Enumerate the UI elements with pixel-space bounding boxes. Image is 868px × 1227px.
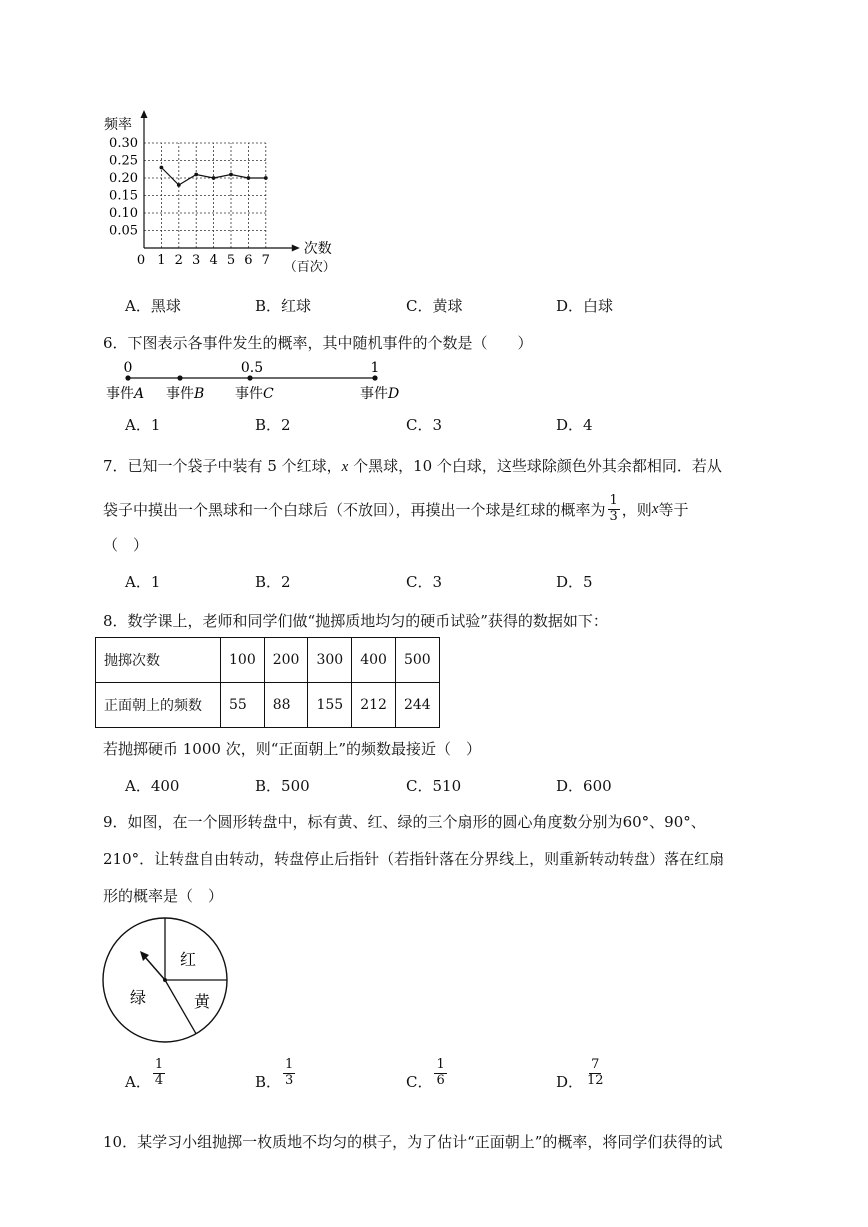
y-tick-label: 0.05	[109, 223, 138, 239]
table-cell: 212	[352, 683, 396, 728]
frequency-line-chart	[95, 108, 355, 278]
q5-option-c[interactable]: C．黄球	[406, 297, 463, 315]
q6-question-text: 6．下图表示各事件发生的概率，其中随机事件的个数是（ ）	[103, 334, 533, 352]
variable-x: x	[341, 459, 349, 475]
svg-text:事件B	[166, 385, 204, 402]
chart-grid	[144, 143, 266, 248]
x-tick-label: 6	[244, 253, 253, 268]
event-c-letter: C	[263, 386, 274, 402]
y-axis-label: 频率	[104, 117, 132, 133]
q8-option-c[interactable]: C．510	[406, 777, 462, 795]
x-axis-arrow-icon	[292, 245, 300, 252]
y-tick-label: 0.20	[109, 171, 138, 186]
x-tick-label: 1	[157, 253, 166, 268]
q5-option-b[interactable]: B．红球	[255, 297, 312, 315]
q6-option-c[interactable]: C．3	[406, 416, 443, 434]
table-cell: 抛掷次数	[96, 638, 221, 683]
fraction-one-third: $\frac{1}{3}$	[609, 492, 618, 524]
chart-labels	[104, 117, 336, 275]
scale-label-1: 1	[370, 360, 380, 376]
table-row	[96, 683, 440, 728]
q8-option-d[interactable]: D．600	[556, 777, 612, 795]
data-point	[177, 183, 181, 187]
q9-option-b[interactable]: B． $\frac{1}{3}$	[255, 1057, 294, 1091]
data-point	[229, 173, 233, 177]
x-axis-unit-label: （百次）	[283, 260, 336, 275]
table-cell: 200	[264, 638, 308, 683]
origin-label: 0	[136, 253, 146, 268]
event-b-prefix: 事件	[166, 386, 194, 402]
q9-option-c[interactable]: C． $\frac{1}{6}$	[406, 1057, 445, 1091]
coin-toss-table	[95, 637, 440, 728]
event-a-letter: A	[134, 386, 145, 402]
event-b-letter: B	[194, 386, 205, 402]
y-tick-label: 0.15	[109, 188, 138, 204]
q9-line-1: 9．如图，在一个圆形转盘中，标有黄、红、绿的三个扇形的圆心角度数分别为60°、90°、	[103, 813, 706, 831]
table-cell: 88	[264, 683, 308, 728]
x-tick-label: 5	[226, 253, 236, 268]
svg-text:事件A	[106, 385, 144, 402]
q6-option-d[interactable]: D．4	[556, 416, 593, 434]
data-point	[247, 176, 251, 180]
probability-scale	[100, 356, 420, 406]
q6-option-b[interactable]: B．2	[255, 416, 291, 434]
q7-line-3: （ ）	[103, 536, 149, 554]
svg-text:事件D	[360, 385, 399, 402]
x-axis-label: 次数	[303, 241, 332, 257]
event-d-letter: D	[388, 386, 400, 402]
q7-option-b[interactable]: B．2	[255, 573, 291, 591]
q7-option-a[interactable]: A．1	[125, 573, 161, 591]
q7-line-1: 7．已知一个袋子中装有 5 个红球，x 个黑球，10 个白球，这些球除颜色外其余都相同．若从	[103, 457, 722, 475]
q7-option-c[interactable]: C．3	[406, 573, 443, 591]
event-d-prefix: 事件	[360, 386, 388, 402]
table-cell: 155	[308, 683, 352, 728]
sector-label-green: 绿	[129, 988, 147, 1007]
table-cell: 55	[221, 683, 265, 728]
variable-x: x	[651, 500, 659, 517]
q8-option-b[interactable]: B．500	[255, 777, 310, 795]
spinner-diagram	[100, 915, 230, 1045]
data-point	[212, 176, 216, 180]
x-tick-label: 7	[261, 253, 270, 268]
q6-option-a[interactable]: A．1	[125, 416, 161, 434]
y-tick-label: 0.10	[109, 206, 138, 221]
table-cell: 244	[395, 683, 439, 728]
table-cell: 300	[308, 638, 352, 683]
q9-option-a[interactable]: A． $\frac{1}{4}$	[125, 1057, 164, 1091]
x-tick-label: 3	[192, 253, 201, 268]
scale-label-half: 0.5	[240, 360, 264, 376]
data-point	[160, 166, 164, 170]
sector-label-red: 红	[179, 950, 197, 969]
event-c-prefix: 事件	[235, 386, 263, 402]
y-axis-arrow-icon	[141, 110, 148, 118]
table-cell: 正面朝上的频数	[96, 683, 221, 728]
q9-line-2: 210°．让转盘自由转动，转盘停止后指针（若指针落在分界线上，则重新转动转盘）落在红扇	[103, 850, 725, 868]
table-cell: 500	[395, 638, 439, 683]
data-point	[264, 176, 268, 180]
q9-line-3: 形的概率是（ ）	[103, 887, 224, 905]
x-tick-label: 2	[174, 253, 183, 268]
scale-label-0: 0	[123, 360, 133, 376]
q7-line-2: 袋子中摸出一个黑球和一个白球后（不放回），再摸出一个球是红球的概率为 $\frac{1}{3}$ ，则 x 等于	[103, 492, 689, 524]
q5-option-d[interactable]: D．白球	[556, 297, 614, 315]
x-tick-label: 4	[209, 253, 218, 268]
y-tick-label: 0.25	[109, 153, 138, 169]
q8-question-prompt: 若抛掷硬币 1000 次，则“正面朝上”的频数最接近（ ）	[103, 740, 482, 758]
table-cell: 100	[221, 638, 265, 683]
q5-option-a[interactable]: A．黑球	[125, 297, 181, 315]
q7-option-d[interactable]: D．5	[556, 573, 593, 591]
q8-option-a[interactable]: A．400	[125, 777, 180, 795]
sector-label-yellow: 黄	[193, 992, 211, 1011]
y-tick-label: 0.30	[109, 136, 138, 151]
event-a-prefix: 事件	[106, 386, 134, 402]
data-point	[194, 173, 198, 177]
table-row	[96, 638, 440, 683]
q10-question-text: 10．某学习小组抛掷一枚质地不均匀的棋子，为了估计“正面朝上”的概率，将同学们获得的试	[103, 1133, 723, 1151]
svg-text:事件C	[235, 385, 274, 402]
q9-option-d[interactable]: D． $\frac{7}{12}$	[556, 1057, 604, 1091]
q8-question-text: 8．数学课上，老师和同学们做“抛掷质地均匀的硬币试验”获得的数据如下：	[103, 612, 608, 630]
table-cell: 400	[352, 638, 396, 683]
